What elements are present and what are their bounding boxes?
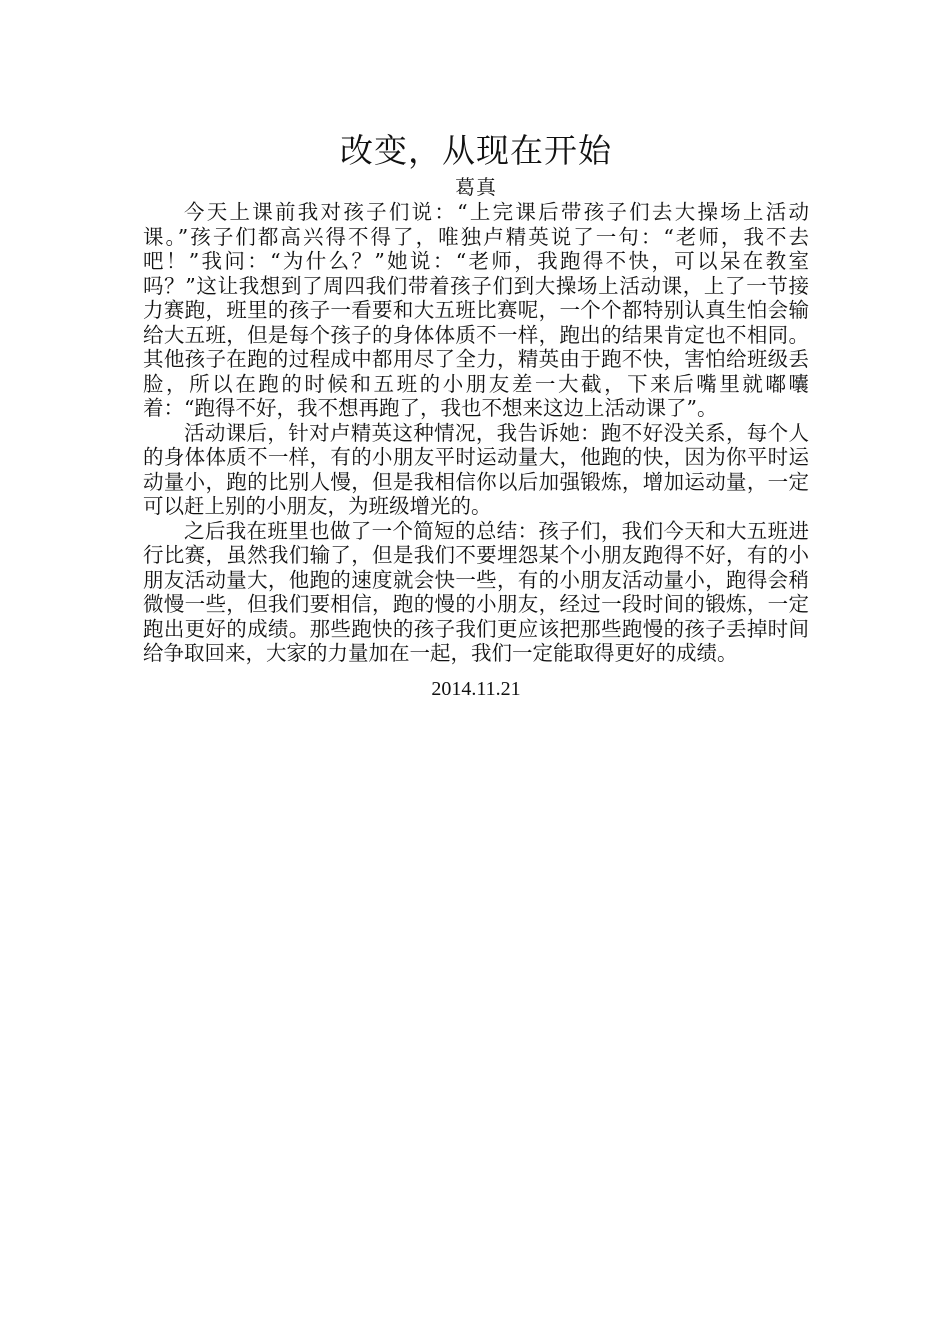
paragraph-2: 活动课后，针对卢精英这种情况，我告诉她：跑不好没关系，每个人的身体体质不一样，有的小朋友平时运动量大，他跑的快，因为你平时运动量小，跑的比别人慢，但是我相信你以后加强锻炼，增加运动量，一定可以赶上别的小朋友，为班级增光的。 [143,420,809,518]
document-date: 2014.11.21 [431,677,521,700]
document-body [143,128,809,704]
paragraph-1: 今天上课前我对孩子们说：“上完课后带孩子们去大操场上活动课。”孩子们都高兴得不得了，唯独卢精英说了一句：“老师，我不去吧！”我问：“为什么？”她说：“老师，我跑得不快，可以呆在教室吗？”这让我想到了周四我们带着孩子们到大操场上活动课，上了一节接力赛跑，班里的孩子一看要和大五班比赛呢，一个个都特别认真生怕会输给大五班，但是每个孩子的身体体质不一样，跑出的结果肯定也不相同。其他孩子在跑的过程成中都用尽了全力，精英由于跑不快，害怕给班级丢脸，所以在跑的时候和五班的小朋友差一大截，下来后嘴里就嘟囔着：“跑得不好，我不想再跑了，我也不想来这边上活动课了”。 [143,200,809,420]
paragraph-3: 之后我在班里也做了一个简短的总结：孩子们，我们今天和大五班进行比赛，虽然我们输了，但是我们不要埋怨某个小朋友跑得不好，有的小朋友活动量大，他跑的速度就会快一些，有的小朋友活动量小，跑得会稍微慢一些，但我们要相信，跑的慢的小朋友，经过一段时间的锻炼，一定跑出更好的成绩。那些跑快的孩子我们更应该把那些跑慢的孩子丢掉时间给争取回来，大家的力量加在一起，我们一定能取得更好的成绩。 [143,518,809,665]
author-name: 葛真 [455,175,497,199]
document-title: 改变，从现在开始 [340,131,612,170]
